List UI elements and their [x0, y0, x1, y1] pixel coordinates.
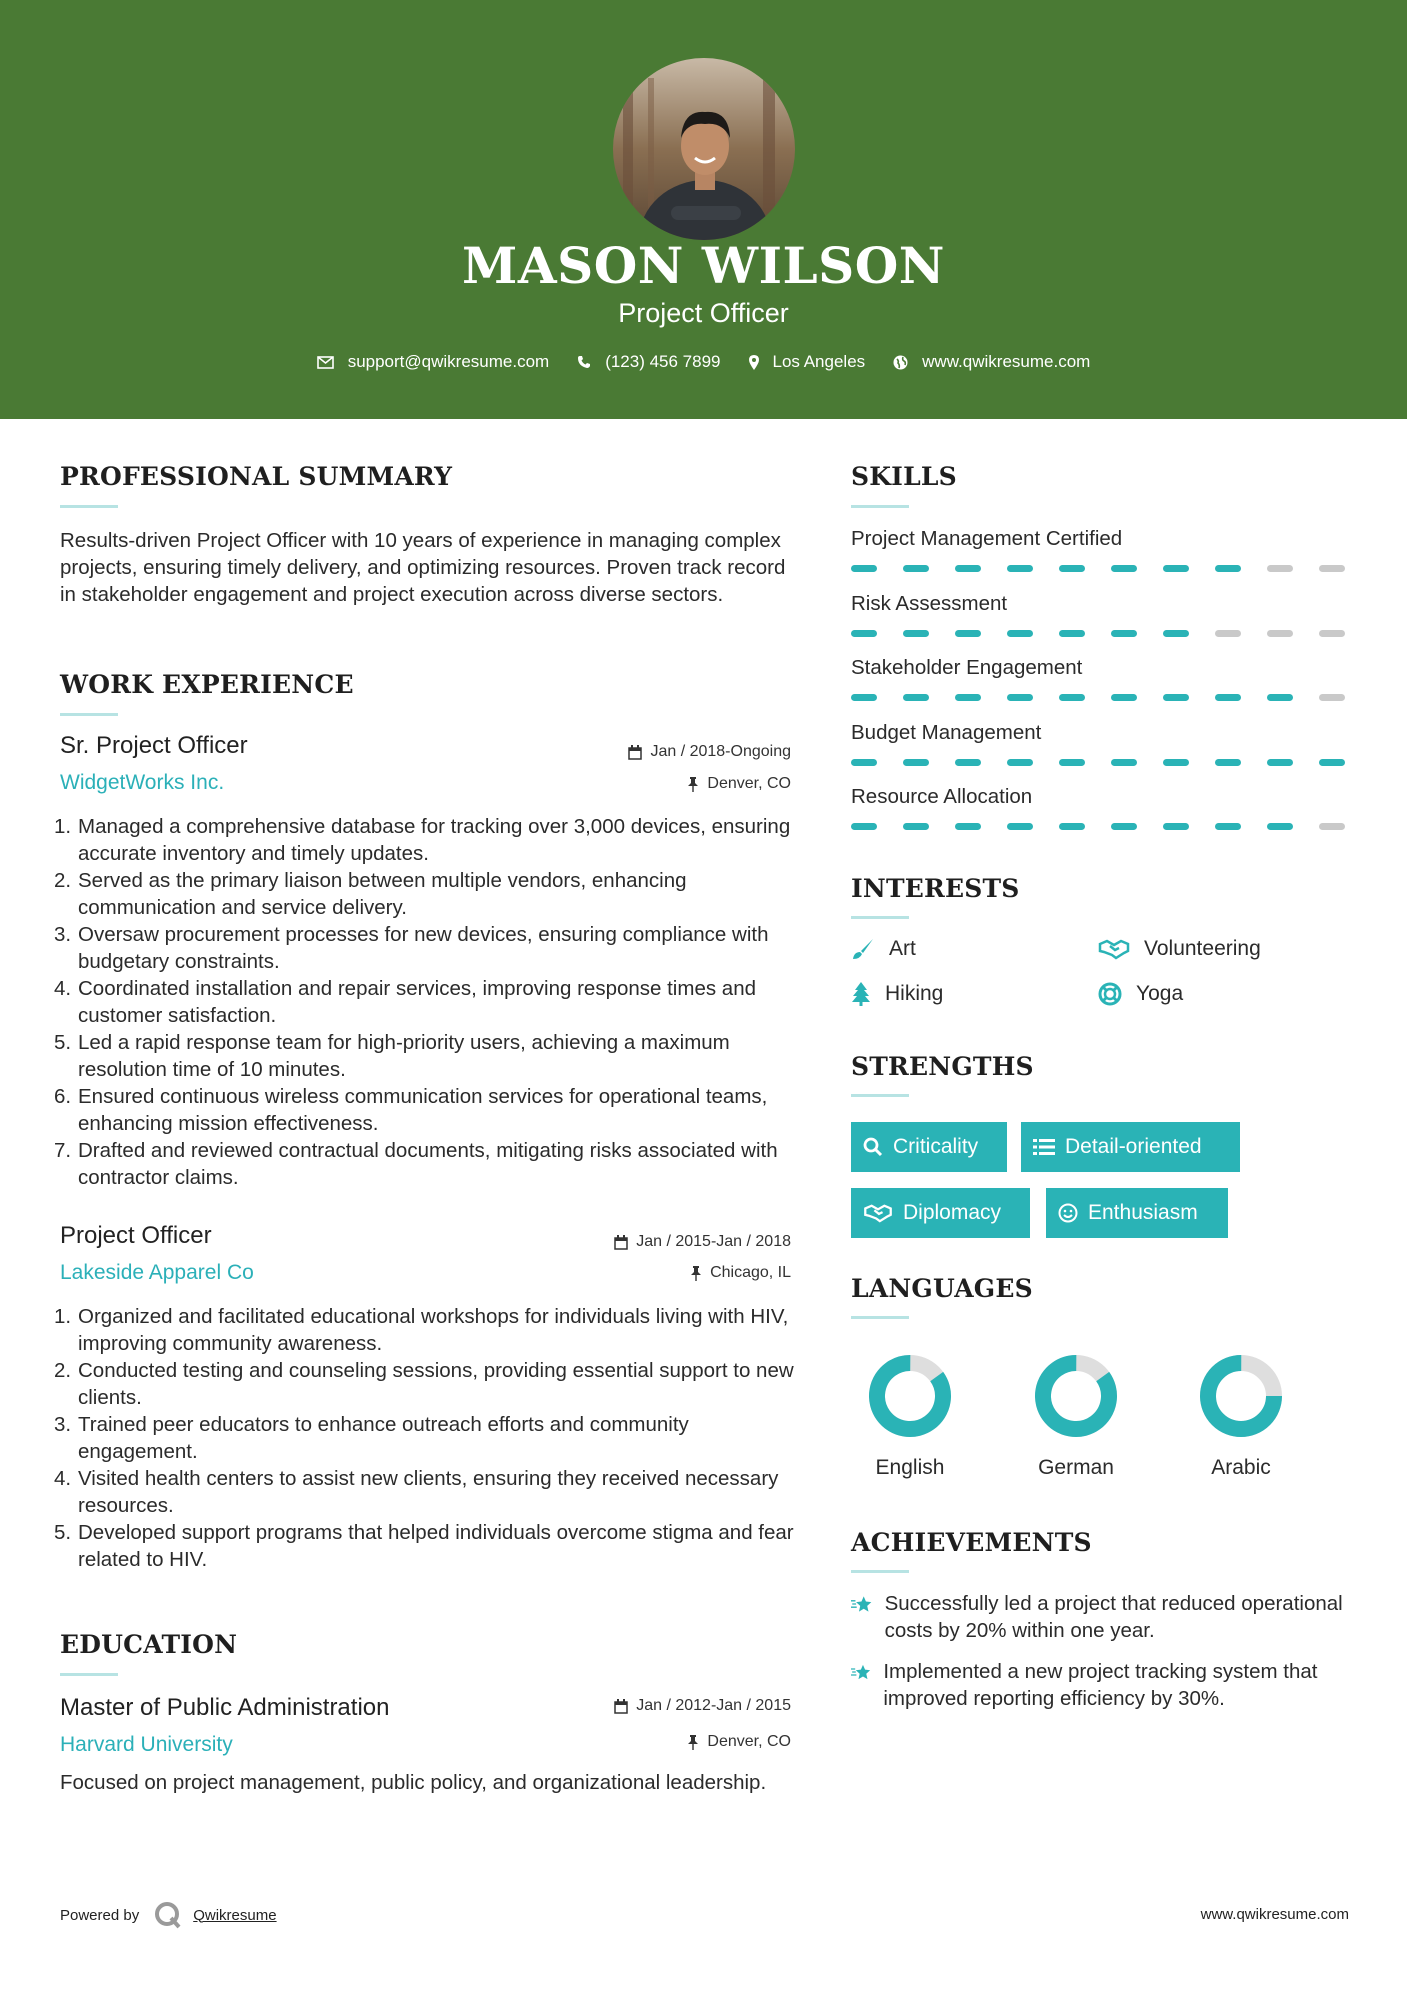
- job-dates: [500, 743, 791, 761]
- language-label: English: [875, 1456, 945, 1479]
- languages-heading: LANGUAGES: [851, 1274, 1033, 1303]
- experience-rule: [60, 713, 118, 716]
- language-donut: [1199, 1354, 1283, 1443]
- skill-level-dash: [851, 823, 877, 830]
- envelope-icon: [317, 356, 334, 369]
- skill-name: Resource Allocation: [851, 785, 1033, 808]
- skill-level-dash: [1319, 630, 1345, 637]
- skills-heading: SKILLS: [851, 462, 957, 491]
- search-icon: [863, 1137, 883, 1157]
- skill-name: Stakeholder Engagement: [851, 656, 1083, 679]
- degree-title: Master of Public Administration: [60, 1694, 390, 1721]
- job-dates: [500, 1233, 791, 1251]
- strength-chip: Detail-oriented: [1021, 1122, 1240, 1172]
- skill-level-dash: [955, 694, 981, 701]
- skill-name: Risk Assessment: [851, 591, 1008, 615]
- interest-yoga: Yoga: [1098, 982, 1183, 1006]
- handshake-icon: [1098, 938, 1130, 960]
- skill-level-dash: [1163, 630, 1189, 637]
- education-location: [500, 1733, 791, 1751]
- skill-level-dash: [1059, 823, 1085, 830]
- list-item: 6. Ensured continuous wireless communication services for operational teams, enhancing mission effectiveness.: [54, 1085, 768, 1135]
- achievements-rule: [851, 1570, 909, 1573]
- skill-level-dash: [851, 565, 877, 572]
- job-bullets: [54, 1303, 800, 1573]
- skill-level-dash: [1111, 823, 1137, 830]
- strength-chip: Enthusiasm: [1046, 1188, 1228, 1238]
- achievement-item: [851, 1590, 1351, 1644]
- paintbrush-icon: [851, 937, 875, 961]
- skill-level-bar: [851, 694, 1371, 701]
- pushpin-icon: [687, 777, 699, 792]
- strength-chip: Diplomacy: [851, 1188, 1030, 1238]
- pushpin-icon: [690, 1266, 702, 1281]
- list-item: 3. Oversaw procurement processes for new devices, ensuring compliance with budgetary constraints.: [54, 923, 769, 973]
- donut-fill: [1034, 1354, 1118, 1438]
- list-item: 3. Trained peer educators to enhance outreach efforts and community engagement.: [54, 1413, 689, 1463]
- achievement-text: Successfully led a project that reduced operational costs by 20% within one year.: [884, 1592, 1343, 1642]
- tree-icon: [851, 982, 871, 1006]
- calendar-icon: [614, 1235, 628, 1250]
- education-heading: EDUCATION: [60, 1630, 238, 1659]
- job-title: Project Officer: [60, 1222, 212, 1249]
- skill-name: Budget Management: [851, 720, 1042, 744]
- interest-hiking: Hiking: [851, 982, 943, 1006]
- candidate-role: Project Officer: [618, 298, 789, 328]
- smile-icon: [1058, 1203, 1078, 1223]
- skill-level-dash: [1163, 565, 1189, 572]
- powered-by-text: Powered by: [60, 1906, 140, 1924]
- skill-level-dash: [903, 759, 929, 766]
- globe-icon: [893, 355, 908, 370]
- skill-level-dash: [1007, 565, 1033, 572]
- skill-level-bar: [851, 565, 1371, 572]
- education-description: Focused on project management, public policy, and organizational leadership.: [60, 1771, 767, 1794]
- skill-name: Project Management Certified: [851, 527, 1123, 550]
- footer-website[interactable]: www.qwikresume.com: [1200, 1906, 1349, 1923]
- education-dates-text: Jan / 2012-Jan / 2015: [636, 1697, 791, 1714]
- skill-level-dash: [1267, 565, 1293, 572]
- language-label: German: [1038, 1456, 1114, 1479]
- list-item: 1. Managed a comprehensive database for tracking over 3,000 devices, ensuring accurate inventory and timely updates.: [54, 815, 791, 865]
- donut-fill: [868, 1354, 952, 1438]
- skill-level-dash: [903, 823, 929, 830]
- skill-level-dash: [1319, 823, 1345, 830]
- lifering-icon: [1098, 982, 1122, 1006]
- company-name[interactable]: WidgetWorks Inc.: [60, 771, 225, 794]
- job-location: [500, 775, 791, 793]
- skill-level-dash: [1059, 565, 1085, 572]
- interest-art: Art: [851, 937, 916, 961]
- job-location: [500, 1264, 791, 1282]
- email-text: support@qwikresume.com: [347, 352, 550, 371]
- school-name[interactable]: Harvard University: [60, 1733, 233, 1756]
- skill-level-dash: [955, 759, 981, 766]
- list-item: 2. Conducted testing and counseling sessions, providing essential support to new clients.: [54, 1359, 794, 1409]
- skill-level-dash: [1215, 694, 1241, 701]
- skill-level-dash: [1267, 759, 1293, 766]
- skill-level-dash: [955, 823, 981, 830]
- star-icon: [851, 1658, 871, 1686]
- interests-rule: [851, 916, 909, 919]
- skill-level-dash: [955, 565, 981, 572]
- list-item: 5. Developed support programs that helped individuals overcome stigma and fear related to HIV.: [54, 1521, 794, 1571]
- skill-level-dash: [1319, 565, 1345, 572]
- achievements-heading: ACHIEVEMENTS: [851, 1528, 1092, 1557]
- skill-level-dash: [903, 694, 929, 701]
- summary-heading: PROFESSIONAL SUMMARY: [60, 462, 453, 491]
- website-text: www.qwikresume.com: [922, 352, 1091, 371]
- job-title: Sr. Project Officer: [60, 732, 248, 759]
- skills-rule: [851, 505, 909, 508]
- list-item: 5. Led a rapid response team for high-priority users, achieving a maximum resolution time of 10 minutes.: [54, 1031, 730, 1081]
- skill-level-dash: [1215, 630, 1241, 637]
- achievement-item: [851, 1658, 1351, 1712]
- contact-email[interactable]: [317, 352, 550, 372]
- languages-rule: [851, 1316, 909, 1319]
- education-location-text: Denver, CO: [707, 1733, 791, 1750]
- resume-header: [0, 0, 1407, 419]
- skill-level-dash: [903, 630, 929, 637]
- skill-level-bar: [851, 630, 1371, 637]
- language-donut: [868, 1354, 952, 1443]
- calendar-icon: [628, 745, 642, 760]
- star-icon: [851, 1590, 873, 1618]
- skill-level-dash: [1007, 630, 1033, 637]
- contact-phone[interactable]: [577, 352, 720, 372]
- skill-level-dash: [1163, 823, 1189, 830]
- list-item: 1. Organized and facilitated educational workshops for individuals living with HIV, improving community awareness.: [54, 1305, 789, 1355]
- skill-level-dash: [1267, 823, 1293, 830]
- skill-level-dash: [1215, 565, 1241, 572]
- education-rule: [60, 1673, 118, 1676]
- job-bullets: [54, 813, 800, 1191]
- skill-level-dash: [851, 759, 877, 766]
- location-text: Los Angeles: [772, 352, 866, 371]
- skill-level-dash: [1111, 694, 1137, 701]
- footer-powered-by: [60, 1900, 277, 1930]
- pushpin-icon: [687, 1735, 699, 1750]
- skill-level-dash: [1215, 823, 1241, 830]
- skill-level-dash: [955, 630, 981, 637]
- skill-level-dash: [903, 565, 929, 572]
- skill-level-dash: [1007, 759, 1033, 766]
- list-item: 4. Visited health centers to assist new clients, ensuring they received necessary resources.: [54, 1467, 779, 1517]
- interest-volunteering: Volunteering: [1098, 937, 1261, 961]
- language-donut: [1034, 1354, 1118, 1443]
- language-label: Arabic: [1211, 1456, 1271, 1479]
- skill-level-bar: [851, 823, 1371, 830]
- skill-level-dash: [1111, 565, 1137, 572]
- job-location-text: Denver, CO: [707, 775, 791, 792]
- list-icon: [1033, 1138, 1055, 1156]
- job-location-text: Chicago, IL: [710, 1264, 791, 1281]
- summary-text: Results-driven Project Officer with 10 years of experience in managing complex projects, ensuring timely delivery, and optimizing resources. Proven track record in stakeholder engagement and project execution across diverse sectors.: [60, 529, 786, 606]
- skill-level-dash: [1163, 694, 1189, 701]
- skill-level-dash: [1111, 630, 1137, 637]
- skill-level-dash: [1059, 630, 1085, 637]
- map-pin-icon: [749, 355, 759, 370]
- list-item: 7. Drafted and reviewed contractual documents, mitigating risks associated with contractor claims.: [54, 1139, 778, 1189]
- job-dates-text: Jan / 2015-Jan / 2018: [636, 1233, 791, 1250]
- skill-level-dash: [851, 694, 877, 701]
- skill-level-dash: [851, 630, 877, 637]
- handshake-icon: [863, 1203, 893, 1223]
- skill-level-dash: [1319, 694, 1345, 701]
- job-dates-text: Jan / 2018-Ongoing: [650, 743, 791, 760]
- list-item: 4. Coordinated installation and repair services, improving response times and customer satisfaction.: [54, 977, 756, 1027]
- contact-location: [749, 352, 866, 372]
- skill-level-dash: [1059, 759, 1085, 766]
- contact-website[interactable]: [893, 352, 1090, 372]
- company-name[interactable]: Lakeside Apparel Co: [60, 1261, 254, 1284]
- interests-heading: INTERESTS: [851, 874, 1020, 903]
- experience-heading: WORK EXPERIENCE: [60, 670, 354, 699]
- profile-photo: [613, 58, 795, 240]
- calendar-icon: [614, 1699, 628, 1714]
- skill-level-dash: [1267, 630, 1293, 637]
- brand-link[interactable]: Qwikresume: [193, 1906, 277, 1924]
- strengths-heading: STRENGTHS: [851, 1052, 1034, 1081]
- skill-level-dash: [1319, 759, 1345, 766]
- skill-level-dash: [1267, 694, 1293, 701]
- education-dates: [500, 1697, 791, 1715]
- achievement-text: Implemented a new project tracking system that improved reporting efficiency by 30%.: [883, 1660, 1318, 1710]
- phone-text: (123) 456 7899: [605, 352, 721, 371]
- skill-level-dash: [1007, 823, 1033, 830]
- phone-icon: [577, 355, 591, 369]
- skill-level-bar: [851, 759, 1371, 766]
- candidate-name: MASON WILSON: [462, 236, 945, 295]
- skill-level-dash: [1059, 694, 1085, 701]
- qwikresume-logo-icon: [153, 1900, 183, 1930]
- skill-level-dash: [1215, 759, 1241, 766]
- list-item: 2. Served as the primary liaison between multiple vendors, enhancing communication and service delivery.: [54, 869, 687, 919]
- strength-chip: Criticality: [851, 1122, 1007, 1172]
- skill-level-dash: [1163, 759, 1189, 766]
- summary-rule: [60, 505, 118, 508]
- contact-row: [0, 352, 1407, 372]
- skill-level-dash: [1111, 759, 1137, 766]
- strengths-rule: [851, 1094, 909, 1097]
- skill-level-dash: [1007, 694, 1033, 701]
